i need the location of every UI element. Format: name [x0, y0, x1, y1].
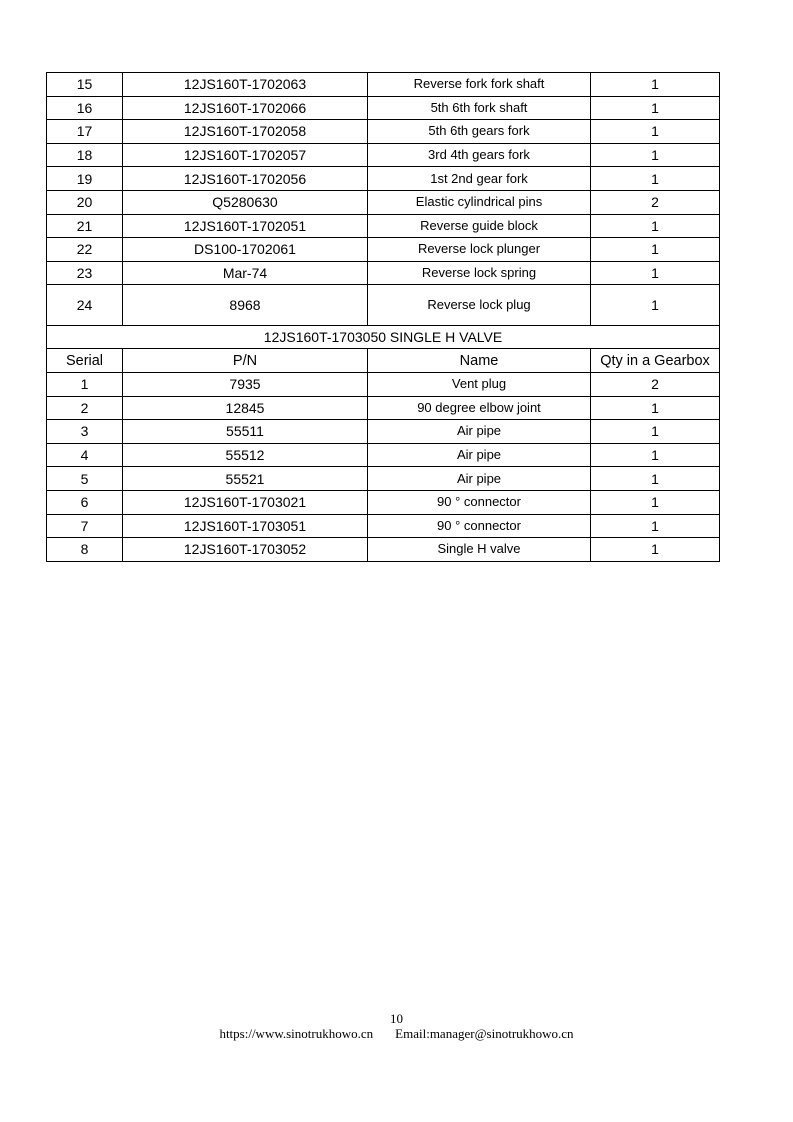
part-name-cell: 5th 6th fork shaft	[368, 96, 591, 120]
email-link[interactable]: Email:manager@sinotrukhowo.cn	[395, 1026, 574, 1041]
part-number-cell: 12JS160T-1702056	[123, 167, 368, 191]
table-row	[47, 467, 720, 491]
table-header-row	[47, 349, 720, 373]
serial-cell: 22	[47, 238, 123, 262]
part-number-cell: 12845	[123, 396, 368, 420]
table-row	[47, 443, 720, 467]
part-number-cell: 12JS160T-1702057	[123, 143, 368, 167]
part-name-cell: 3rd 4th gears fork	[368, 143, 591, 167]
part-name-cell: Single H valve	[368, 538, 591, 562]
part-name-cell: Reverse lock plunger	[368, 238, 591, 262]
serial-cell: 17	[47, 120, 123, 144]
part-number-cell: 12JS160T-1703051	[123, 514, 368, 538]
serial-cell: 1	[47, 372, 123, 396]
part-number-cell: 55512	[123, 443, 368, 467]
table-row	[47, 167, 720, 191]
quantity-cell: 1	[591, 285, 720, 326]
part-number-cell: 12JS160T-1703052	[123, 538, 368, 562]
quantity-cell: 1	[591, 214, 720, 238]
part-name-cell: Air pipe	[368, 443, 591, 467]
part-number-cell: 12JS160T-1702058	[123, 120, 368, 144]
part-number-cell: Q5280630	[123, 190, 368, 214]
quantity-cell: 2	[591, 372, 720, 396]
table-row	[47, 396, 720, 420]
serial-cell: 20	[47, 190, 123, 214]
part-name-cell: 90 ° connector	[368, 490, 591, 514]
table-row	[47, 73, 720, 97]
header-part-number: P/N	[123, 349, 368, 373]
quantity-cell: 1	[591, 420, 720, 444]
quantity-cell: 1	[591, 73, 720, 97]
part-name-cell: 1st 2nd gear fork	[368, 167, 591, 191]
part-name-cell: Reverse lock spring	[368, 261, 591, 285]
serial-cell: 5	[47, 467, 123, 491]
header-name: Name	[368, 349, 591, 373]
part-name-cell: Air pipe	[368, 467, 591, 491]
table-row	[47, 490, 720, 514]
quantity-cell: 1	[591, 396, 720, 420]
table-row	[47, 372, 720, 396]
part-name-cell: 90 ° connector	[368, 514, 591, 538]
serial-cell: 6	[47, 490, 123, 514]
part-name-cell: Air pipe	[368, 420, 591, 444]
serial-cell: 23	[47, 261, 123, 285]
footer-contact	[0, 1026, 793, 1042]
serial-cell: 19	[47, 167, 123, 191]
table-row	[47, 120, 720, 144]
part-name-cell: Reverse fork fork shaft	[368, 73, 591, 97]
quantity-cell: 1	[591, 261, 720, 285]
quantity-cell: 1	[591, 167, 720, 191]
serial-cell: 18	[47, 143, 123, 167]
part-number-cell: Mar-74	[123, 261, 368, 285]
serial-cell: 2	[47, 396, 123, 420]
quantity-cell: 1	[591, 538, 720, 562]
serial-cell: 4	[47, 443, 123, 467]
quantity-cell: 1	[591, 514, 720, 538]
part-number-cell: 8968	[123, 285, 368, 326]
table-row	[47, 514, 720, 538]
part-number-cell: 12JS160T-1702066	[123, 96, 368, 120]
table-row	[47, 285, 720, 326]
quantity-cell: 1	[591, 96, 720, 120]
part-number-cell: 12JS160T-1702063	[123, 73, 368, 97]
quantity-cell: 1	[591, 120, 720, 144]
quantity-cell: 1	[591, 238, 720, 262]
quantity-cell: 2	[591, 190, 720, 214]
table-row	[47, 96, 720, 120]
part-name-cell: 90 degree elbow joint	[368, 396, 591, 420]
table-row	[47, 261, 720, 285]
serial-cell: 3	[47, 420, 123, 444]
table-row	[47, 190, 720, 214]
part-number-cell: 7935	[123, 372, 368, 396]
quantity-cell: 1	[591, 467, 720, 491]
section-title: 12JS160T-1703050 SINGLE H VALVE	[47, 326, 720, 349]
website-link[interactable]: https://www.sinotrukhowo.cn	[219, 1026, 374, 1041]
quantity-cell: 1	[591, 443, 720, 467]
serial-cell: 24	[47, 285, 123, 326]
part-name-cell: Reverse guide block	[368, 214, 591, 238]
page-number: 10	[390, 1011, 403, 1026]
serial-cell: 7	[47, 514, 123, 538]
serial-cell: 8	[47, 538, 123, 562]
parts-table	[46, 72, 720, 562]
part-name-cell: Elastic cylindrical pins	[368, 190, 591, 214]
part-number-cell: 12JS160T-1702051	[123, 214, 368, 238]
part-number-cell: 12JS160T-1703021	[123, 490, 368, 514]
header-quantity: Qty in a Gearbox	[591, 349, 720, 373]
table-row	[47, 538, 720, 562]
quantity-cell: 1	[591, 143, 720, 167]
table-row	[47, 214, 720, 238]
part-number-cell: DS100-1702061	[123, 238, 368, 262]
serial-cell: 15	[47, 73, 123, 97]
header-serial: Serial	[47, 349, 123, 373]
table-row	[47, 238, 720, 262]
part-number-cell: 55511	[123, 420, 368, 444]
part-name-cell: Reverse lock plug	[368, 285, 591, 326]
part-name-cell: 5th 6th gears fork	[368, 120, 591, 144]
table-row	[47, 143, 720, 167]
serial-cell: 16	[47, 96, 123, 120]
table-row	[47, 420, 720, 444]
section-title-row	[47, 326, 720, 349]
serial-cell: 21	[47, 214, 123, 238]
part-number-cell: 55521	[123, 467, 368, 491]
part-name-cell: Vent plug	[368, 372, 591, 396]
quantity-cell: 1	[591, 490, 720, 514]
